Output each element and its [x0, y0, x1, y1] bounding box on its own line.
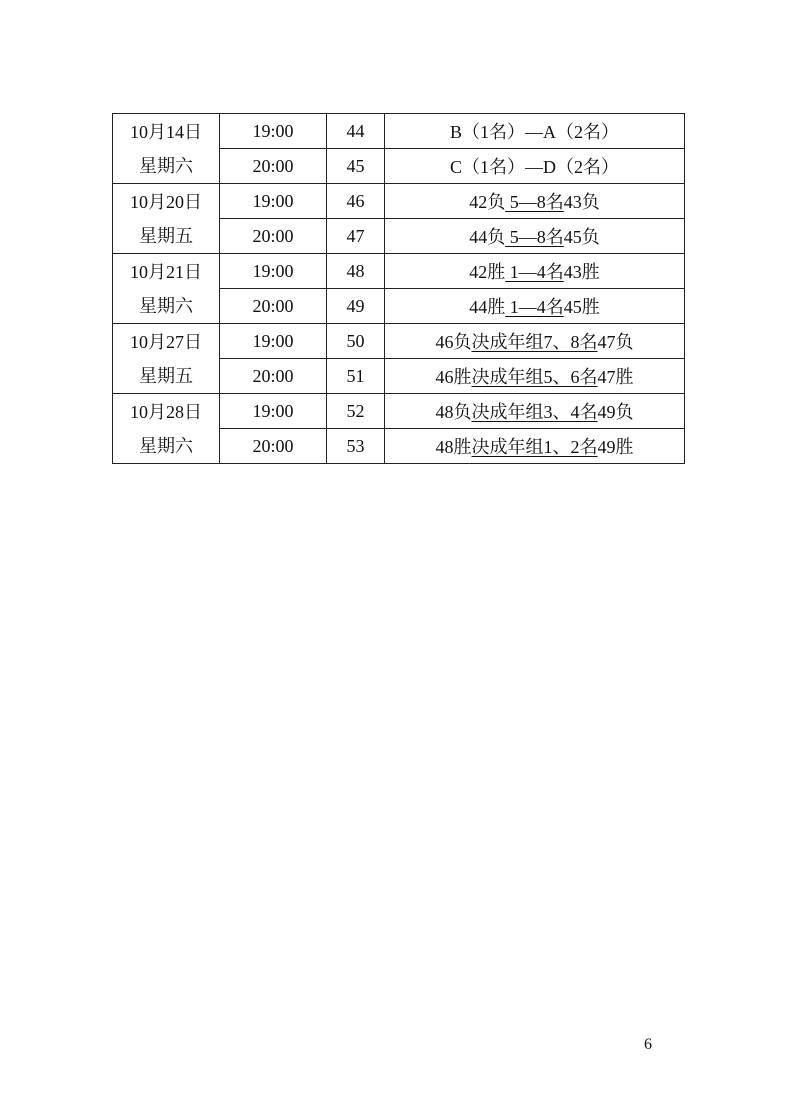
- match-number: 49: [327, 289, 385, 324]
- match-date: 10月28日: [130, 401, 202, 422]
- matchup-cell: [385, 359, 685, 394]
- matchup-left-team: 46胜: [435, 367, 472, 387]
- matchup-stage: 决成年组5、6名: [471, 367, 598, 387]
- matchup-stage: 5—8名: [505, 227, 564, 247]
- date-cell: [113, 324, 220, 394]
- match-time: 19:00: [220, 114, 327, 149]
- matchup-left-team: 48胜: [435, 437, 472, 457]
- matchup-stage: 决成年组1、2名: [471, 437, 598, 457]
- date-cell: [113, 394, 220, 464]
- match-time: 19:00: [220, 394, 327, 429]
- match-weekday: 星期五: [139, 225, 193, 246]
- matchup-stage: 1—4名: [505, 262, 564, 282]
- matchup-left-team: B（1名）—A（2名）: [449, 122, 619, 142]
- schedule-body: [113, 114, 685, 464]
- match-date: 10月20日: [130, 191, 202, 212]
- match-time: 19:00: [220, 324, 327, 359]
- schedule-table: [112, 113, 685, 464]
- table-row: [113, 324, 685, 359]
- matchup-cell: [385, 114, 685, 149]
- match-time: 20:00: [220, 219, 327, 254]
- matchup-right-team: 43胜: [563, 262, 600, 282]
- table-row: [113, 184, 685, 219]
- match-date: 10月14日: [130, 121, 202, 142]
- match-weekday: 星期六: [139, 435, 193, 456]
- date-cell: [113, 184, 220, 254]
- matchup-left-team: 46负: [435, 332, 472, 352]
- match-time: 20:00: [220, 359, 327, 394]
- matchup-cell: [385, 289, 685, 324]
- matchup-cell: [385, 324, 685, 359]
- match-time: 20:00: [220, 429, 327, 464]
- matchup-cell: [385, 394, 685, 429]
- matchup-left-team: 42负: [469, 192, 506, 212]
- matchup-cell: [385, 429, 685, 464]
- match-weekday: 星期五: [139, 365, 193, 386]
- match-number: 48: [327, 254, 385, 289]
- matchup-left-team: 42胜: [469, 262, 506, 282]
- match-date: 10月27日: [130, 331, 202, 352]
- matchup-cell: [385, 184, 685, 219]
- matchup-stage: 决成年组3、4名: [471, 402, 598, 422]
- matchup-right-team: 47胜: [597, 367, 634, 387]
- matchup-stage: 1—4名: [505, 297, 564, 317]
- match-time: 19:00: [220, 254, 327, 289]
- match-number: 51: [327, 359, 385, 394]
- match-number: 53: [327, 429, 385, 464]
- match-weekday: 星期六: [139, 295, 193, 316]
- match-date: 10月21日: [130, 261, 202, 282]
- matchup-cell: [385, 219, 685, 254]
- match-time: 19:00: [220, 184, 327, 219]
- match-time: 20:00: [220, 149, 327, 184]
- table-row: [113, 254, 685, 289]
- match-number: 44: [327, 114, 385, 149]
- match-number: 45: [327, 149, 385, 184]
- matchup-stage: 决成年组7、8名: [471, 332, 598, 352]
- date-cell: [113, 254, 220, 324]
- matchup-right-team: 43负: [563, 192, 600, 212]
- date-cell: [113, 114, 220, 184]
- matchup-cell: [385, 149, 685, 184]
- matchup-right-team: 45胜: [563, 297, 600, 317]
- match-number: 50: [327, 324, 385, 359]
- matchup-left-team: 44胜: [469, 297, 506, 317]
- matchup-stage: 5—8名: [505, 192, 564, 212]
- matchup-right-team: 47负: [597, 332, 634, 352]
- page-number: 6: [644, 1036, 652, 1053]
- matchup-left-team: C（1名）—D（2名）: [449, 157, 619, 177]
- match-number: 46: [327, 184, 385, 219]
- matchup-cell: [385, 254, 685, 289]
- table-row: [113, 394, 685, 429]
- match-weekday: 星期六: [139, 155, 193, 176]
- match-time: 20:00: [220, 289, 327, 324]
- matchup-right-team: 49负: [597, 402, 634, 422]
- table-row: [113, 114, 685, 149]
- matchup-right-team: 49胜: [597, 437, 634, 457]
- matchup-left-team: 48负: [435, 402, 472, 422]
- matchup-right-team: 45负: [563, 227, 600, 247]
- match-number: 47: [327, 219, 385, 254]
- match-number: 52: [327, 394, 385, 429]
- matchup-left-team: 44负: [469, 227, 506, 247]
